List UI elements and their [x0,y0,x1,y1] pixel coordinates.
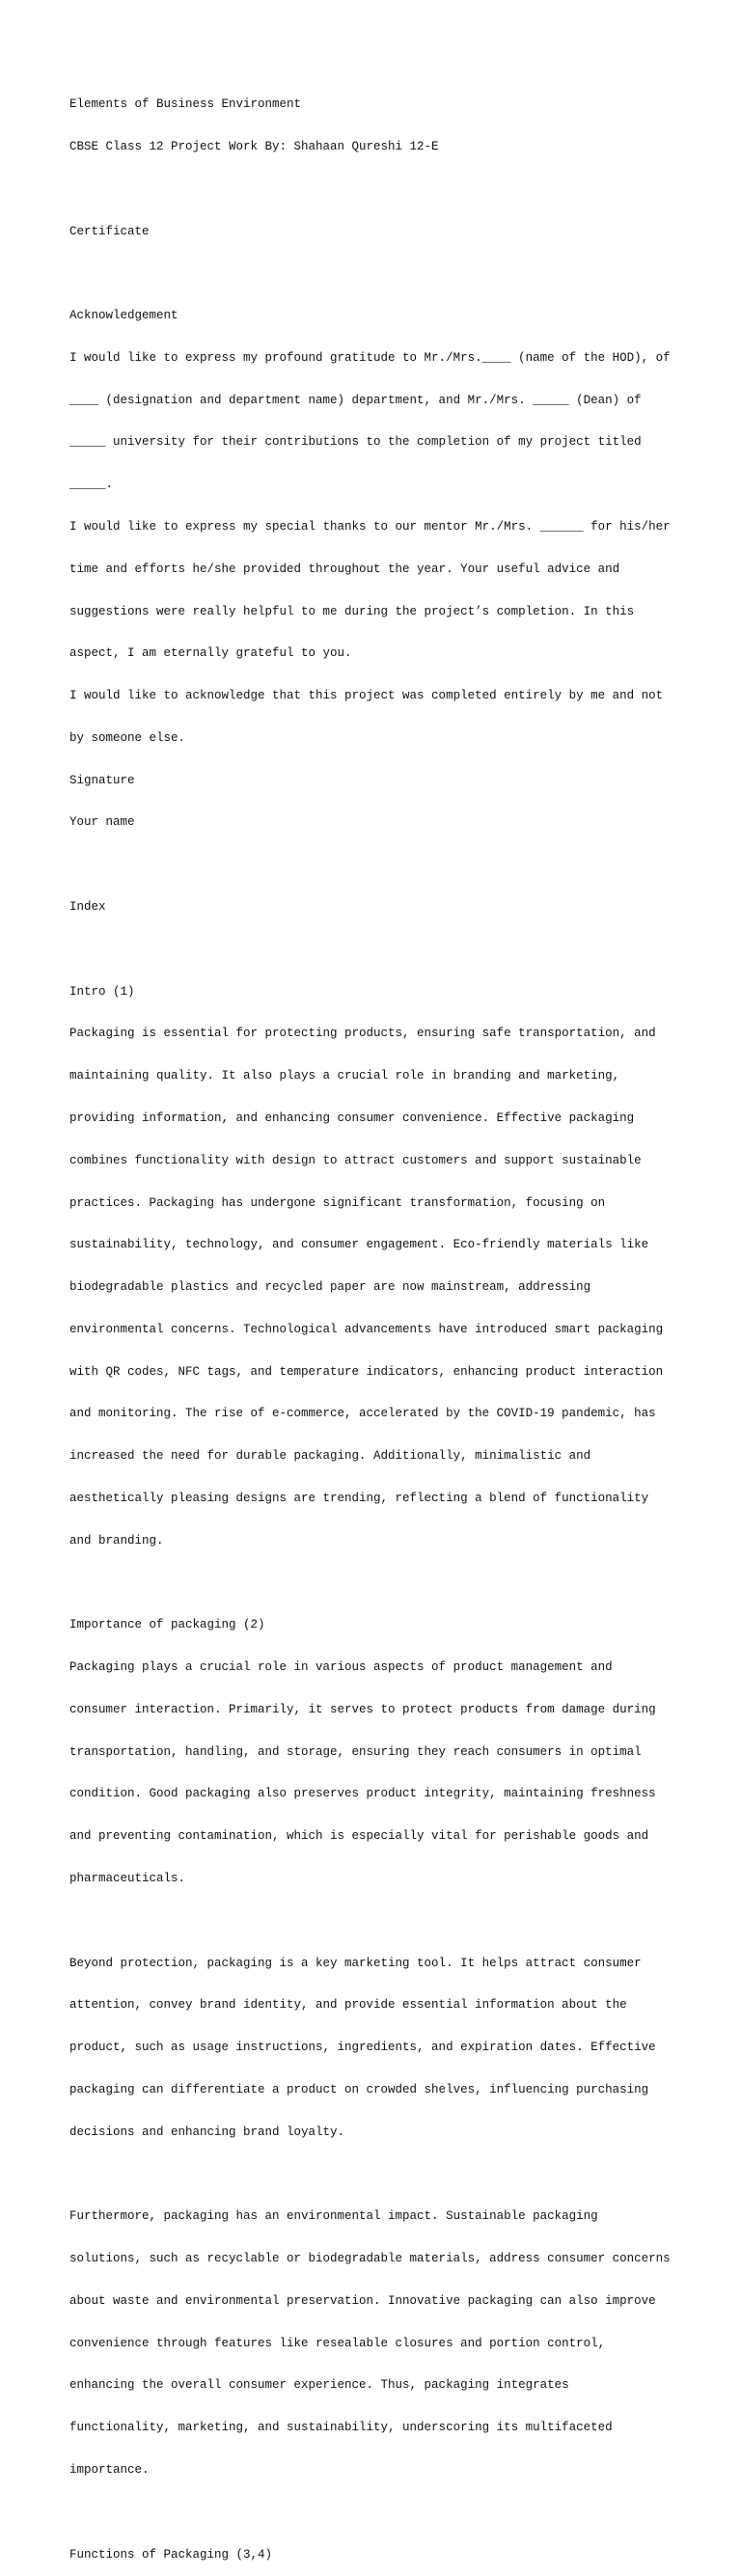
certificate-heading: Certificate [69,224,150,238]
acknowledgement-text-line: I would like to express my profound gratitude to Mr./Mrs.____ (name of the HOD), of [69,350,671,365]
acknowledgement-text-line: I would like to acknowledge that this project was completed entirely by me and not [69,689,664,703]
intro-text-line: with QR codes, NFC tags, and temperature indicators, enhancing product interaction [69,1364,664,1379]
blank-line [69,266,687,281]
signature-label: Signature [69,773,135,787]
importance-text-line: functionality, marketing, and sustainability, underscoring its multifaceted [69,2421,613,2435]
importance-text-line: Furthermore, packaging has an environmental impact. Sustainable packaging [69,2209,598,2224]
intro-text-line: sustainability, technology, and consumer engagement. Eco-friendly materials like [69,1238,649,1252]
importance-text-line: importance. [69,2462,150,2477]
document-title: Elements of Business Environment [69,97,302,112]
importance-text-line: and preventing contamination, which is especially vital for perishable goods and [69,1829,649,1844]
importance-text-line: transportation, handling, and storage, ensuring they reach consumers in optimal [69,1744,642,1759]
importance-text-line: consumer interaction. Primarily, it serves to protect products from damage during [69,1702,656,1716]
acknowledgement-text-line: time and efforts he/she provided throughout the year. Your useful advice and [69,562,620,576]
intro-text-line: and monitoring. The rise of e-commerce, accelerated by the COVID-19 pandemic, has [69,1407,656,1421]
importance-text-line: Packaging plays a crucial role in various aspects of product management and [69,1660,613,1675]
blank-line [69,182,687,197]
intro-text-line: practices. Packaging has undergone significant transformation, focusing on [69,1195,606,1210]
blank-line [69,858,687,872]
document-page [69,69,687,2576]
intro-text-line: environmental concerns. Technological advancements have introduced smart packaging [69,1322,664,1336]
acknowledgement-text-line: ____ (designation and department name) department, and Mr./Mrs. _____ (Dean) of [69,393,642,407]
intro-text-line: providing information, and enhancing consumer convenience. Effective packaging [69,1110,635,1125]
document-subtitle: CBSE Class 12 Project Work By: Shahaan Qureshi 12-E [69,139,439,153]
index-heading: Index [69,900,106,915]
blank-line [69,1576,687,1591]
importance-text-line: condition. Good packaging also preserves product integrity, maintaining freshness [69,1787,656,1801]
importance-text-line: Beyond protection, packaging is a key marketing tool. It helps attract consumer [69,1956,642,1970]
importance-text-line: decisions and enhancing brand loyalty. [69,2124,345,2139]
importance-heading: Importance of packaging (2) [69,1618,265,1632]
intro-text-line: increased the need for durable packaging. Additionally, minimalistic and [69,1449,591,1464]
importance-text-line: convenience through features like resealable closures and portion control, [69,2336,606,2350]
blank-line [69,2167,687,2181]
acknowledgement-text-line: _____ university for their contributions to the completion of my project titled [69,435,642,450]
importance-text-line: enhancing the overall consumer experience. Thus, packaging integrates [69,2378,569,2393]
acknowledgement-text-line: by someone else. [69,730,186,745]
blank-line [69,1914,687,1929]
intro-text-line: combines functionality with design to attract customers and support sustainable [69,1153,642,1167]
intro-text-line: maintaining quality. It also plays a crucial role in branding and marketing, [69,1069,620,1083]
your-name-label: Your name [69,815,135,830]
intro-text-line: biodegradable plastics and recycled paper are now mainstream, addressing [69,1280,591,1295]
intro-heading: Intro (1) [69,984,135,999]
importance-text-line: pharmaceuticals. [69,1872,186,1885]
importance-text-line: solutions, such as recyclable or biodegradable materials, address consumer concerns [69,2252,671,2266]
blank-line [69,943,687,957]
importance-text-line: packaging can differentiate a product on crowded shelves, influencing purchasing [69,2082,649,2096]
importance-text-line: attention, convey brand identity, and provide essential information about the [69,1998,627,2013]
acknowledgement-text-line: I would like to express my special thanks to our mentor Mr./Mrs. ______ for his/her [69,520,671,534]
blank-line [69,2506,687,2520]
acknowledgement-text-line: aspect, I am eternally grateful to you. [69,646,352,661]
intro-text-line: aesthetically pleasing designs are trending, reflecting a blend of functionality [69,1491,649,1505]
intro-text-line: Packaging is essential for protecting products, ensuring safe transportation, and [69,1027,656,1041]
importance-text-line: product, such as usage instructions, ingredients, and expiration dates. Effective [69,2041,656,2055]
functions-heading: Functions of Packaging (3,4) [69,2547,273,2562]
importance-text-line: about waste and environmental preservation. Innovative packaging can also improve [69,2293,656,2308]
intro-text-line: and branding. [69,1533,164,1548]
acknowledgement-text-line: _____. [69,478,114,492]
acknowledgement-text-line: suggestions were really helpful to me during the project’s completion. In this [69,604,635,618]
acknowledgement-heading: Acknowledgement [69,309,178,323]
